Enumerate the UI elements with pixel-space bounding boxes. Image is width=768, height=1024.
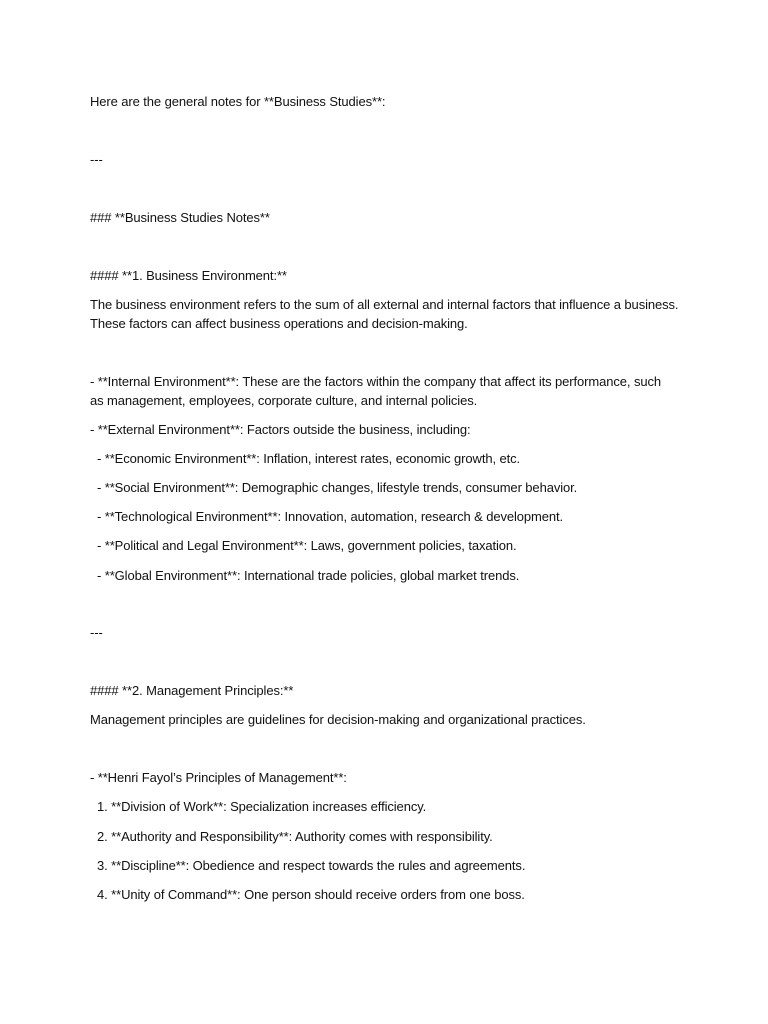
numbered-item: 1. **Division of Work**: Specialization increases efficiency. xyxy=(97,799,427,814)
paragraph-line: Management principles are guidelines for decision-making and organizational practices. xyxy=(90,712,586,727)
sub-list-item: - **Political and Legal Environment**: Laws, government policies, taxation. xyxy=(97,538,517,553)
list-item-external: - **External Environment**: Factors outside the business, including: xyxy=(90,422,471,437)
sub-list-item: - **Technological Environment**: Innovation, automation, research & development. xyxy=(97,509,564,524)
intro-text: Here are the general notes for **Business Studies**: xyxy=(90,94,386,109)
list-item-internal-cont: as management, employees, corporate culture, and internal policies. xyxy=(90,393,478,408)
numbered-item: 2. **Authority and Responsibility**: Authority comes with responsibility. xyxy=(97,829,493,844)
section-heading: #### **1. Business Environment:** xyxy=(90,268,287,283)
paragraph-line: The business environment refers to the sum of all external and internal factors that influence a business. xyxy=(90,297,679,312)
sub-list-item: - **Economic Environment**: Inflation, interest rates, economic growth, etc. xyxy=(97,451,521,466)
horizontal-rule: --- xyxy=(90,152,103,167)
section-heading: #### **2. Management Principles:** xyxy=(90,683,294,698)
sub-list-item: - **Social Environment**: Demographic changes, lifestyle trends, consumer behavior. xyxy=(97,480,578,495)
main-heading: ### **Business Studies Notes** xyxy=(90,210,270,225)
list-item-internal: - **Internal Environment**: These are the factors within the company that affect its performance, such xyxy=(90,374,662,389)
sub-list-item: - **Global Environment**: International trade policies, global market trends. xyxy=(97,568,520,583)
list-item-fayol: - **Henri Fayol’s Principles of Management**: xyxy=(90,770,347,785)
numbered-item: 4. **Unity of Command**: One person should receive orders from one boss. xyxy=(97,887,525,902)
horizontal-rule: --- xyxy=(90,625,103,640)
numbered-item: 3. **Discipline**: Obedience and respect towards the rules and agreements. xyxy=(97,858,526,873)
paragraph-line: These factors can affect business operations and decision-making. xyxy=(90,316,468,331)
